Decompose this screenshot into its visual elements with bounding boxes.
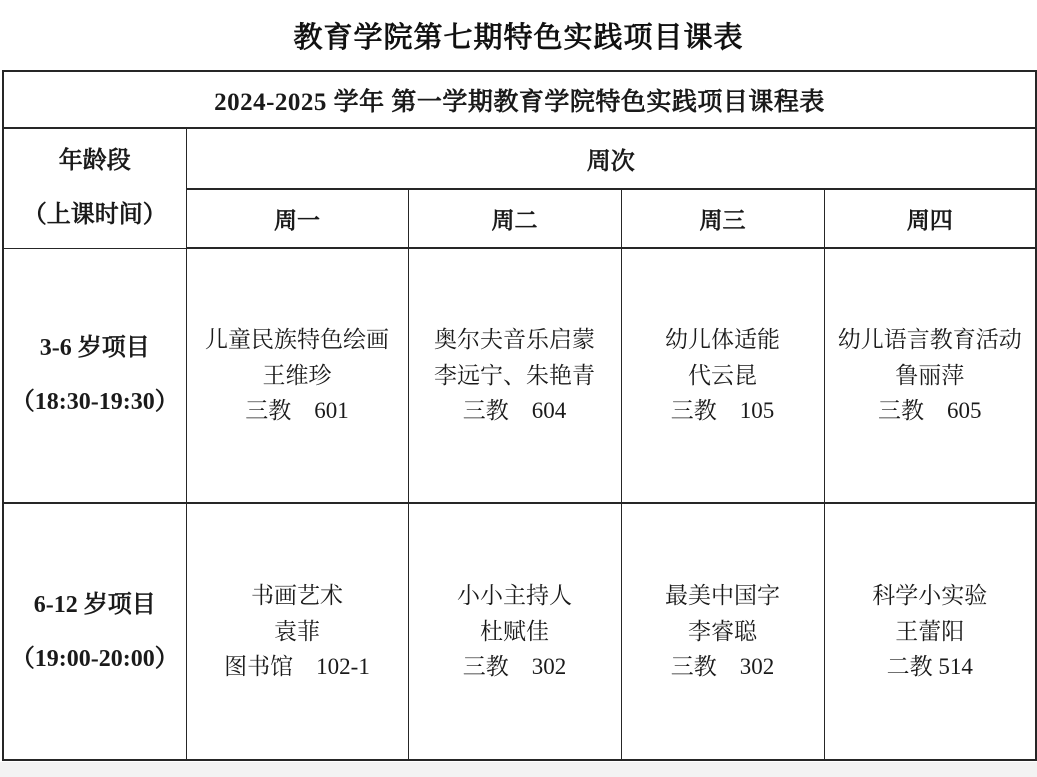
course-name: 科学小实验 [872,583,988,609]
course-cell-6-12-tuesday [408,503,621,760]
schedule-table [2,70,1037,761]
day-header-monday: 周一 [186,189,408,248]
course-name: 儿童民族特色绘画 [205,327,389,353]
course-teacher: 王蕾阳 [895,618,965,644]
course-teacher: 杜赋佳 [480,618,549,644]
age-header-line1: 年龄段 [58,148,131,175]
course-cell-6-12-thursday [824,503,1036,760]
course-name: 幼儿体适能 [665,327,780,353]
course-cell-3-6-wednesday [621,248,824,503]
course-cell-3-6-tuesday [408,248,621,503]
course-cell-6-12-wednesday [621,503,824,760]
course-cell-3-6-thursday [824,248,1036,503]
age-group-label: 6-12 岁项目 [33,591,156,618]
course-teacher: 李远宁、朱艳青 [434,362,595,388]
program-row-3-6 [3,248,1036,503]
course-name: 幼儿语言教育活动 [837,327,1022,353]
day-header-thursday: 周四 [824,189,1036,248]
age-header-line2: （上课时间） [22,202,167,229]
course-room: 二教 514 [886,654,973,680]
course-cell-3-6-monday [186,248,408,503]
subtitle-row [3,71,1036,128]
program-row-6-12 [3,503,1036,760]
course-room: 三教 302 [462,654,567,680]
course-name: 书画艺术 [251,583,343,609]
age-column-header [3,128,186,248]
day-header-tuesday: 周二 [408,189,621,248]
age-group-label: 3-6 岁项目 [39,335,150,362]
course-teacher: 袁菲 [274,618,320,644]
title-bar [0,0,1037,70]
week-header-row [3,128,1036,189]
course-teacher: 代云昆 [688,362,757,388]
course-name: 奥尔夫音乐启蒙 [434,327,595,353]
course-name: 小小主持人 [457,583,572,609]
week-header: 周次 [186,128,1036,189]
course-name: 最美中国字 [665,583,780,609]
course-cell-6-12-monday [186,503,408,760]
course-room: 三教 302 [670,654,775,680]
course-teacher: 李睿聪 [688,618,757,644]
age-group-3-6 [3,248,186,503]
age-group-time: （19:00-20:00） [10,645,179,672]
bottom-edge-strip [0,762,1037,777]
day-header-wednesday: 周三 [621,189,824,248]
age-group-6-12 [3,503,186,760]
course-teacher: 王维珍 [262,362,332,388]
page-title: 教育学院第七期特色实践项目课表 [293,19,744,54]
course-room: 三教 105 [670,398,775,424]
age-group-time: （18:30-19:30） [10,389,179,416]
course-room: 三教 605 [878,398,982,424]
table-subtitle: 2024-2025 学年 第一学期教育学院特色实践项目课程表 [3,71,1036,128]
course-room: 三教 601 [245,398,349,424]
course-room: 三教 604 [462,398,567,424]
course-room: 图书馆 102-1 [224,654,370,680]
course-teacher: 鲁丽萍 [895,362,965,388]
